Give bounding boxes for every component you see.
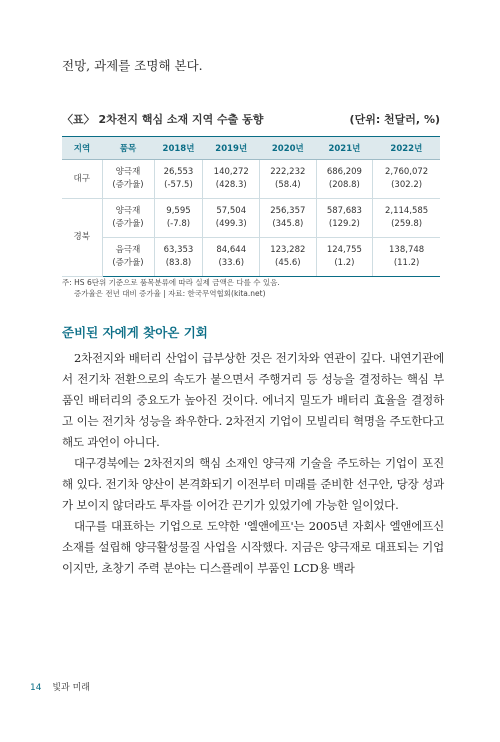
col-header-region: 지역 <box>62 137 102 160</box>
value-cell: 124,755 (1.2) <box>316 238 373 277</box>
value-cell: 26,553 (-57.5) <box>154 160 203 199</box>
value-cell: 84,644 (33.6) <box>203 238 260 277</box>
value-cell: 222,232 (58.4) <box>260 160 317 199</box>
section-heading: 준비된 자에게 찾아온 기회 <box>62 325 208 340</box>
item-cell: 양극재 (증가율) <box>102 160 154 199</box>
table-caption <box>62 111 440 127</box>
item-cell: 양극재 (증가율) <box>102 199 154 238</box>
value-cell: 256,357 (345.8) <box>260 199 317 238</box>
table-source: 증가율은 전년 대비 증가율 | 자료: 한국무역협회(kita.net) <box>74 289 266 298</box>
value-cell: 63,353 (83.8) <box>154 238 203 277</box>
value-cell: 2,114,585 (259.8) <box>373 199 440 238</box>
col-header-item: 품목 <box>102 137 154 160</box>
running-title: 빛과 미래 <box>52 683 90 693</box>
value-cell: 138,748 (11.2) <box>373 238 440 277</box>
col-header-2018: 2018년 <box>154 137 203 160</box>
value-cell: 2,760,072 (302.2) <box>373 160 440 199</box>
paragraph: 대구를 대표하는 기업으로 도약한 '엘앤에프'는 2005년 자회사 엘앤에프신소재를 설립해 양극활성물질 사업을 시작했다. 지금은 양극재로 대표되는 기업이지만, 초창기 주력 분야는 디스플레이 부품인 LCD용 백라 <box>62 519 444 575</box>
col-header-2021: 2021년 <box>316 137 373 160</box>
page-footer <box>30 680 90 693</box>
page-number: 14 <box>30 683 42 693</box>
region-cell: 대구 <box>62 160 102 199</box>
table-title: 〈표〉 2차전지 핵심 소재 지역 수출 동향 <box>62 113 264 126</box>
col-header-2020: 2020년 <box>260 137 317 160</box>
paragraph: 2차전지와 배터리 산업이 급부상한 것은 전기차와 연관이 깊다. 내연기관에서 전기차 전환으로의 속도가 붙으면서 주행거리 등 성능을 결정하는 핵심 부품인 배터리의 중요도가 높아진 것이다. 에너지 밀도가 배터리 효율을 결정하고 이는 전기차 성능을 좌우한다. 2차전지 기업이 모빌리티 혁명을 주도한다고 해도 과언이 아니다. <box>62 351 444 449</box>
col-header-2019: 2019년 <box>203 137 260 160</box>
intro-text: 전망, 과제를 조명해 본다. <box>62 58 203 73</box>
table-unit: (단위: 천달러, %) <box>349 113 440 126</box>
table-header-row <box>62 137 440 160</box>
export-table <box>62 136 440 277</box>
value-cell: 587,683 (129.2) <box>316 199 373 238</box>
paragraph: 대구경북에는 2차전지의 핵심 소재인 양극재 기술을 주도하는 기업이 포진해 있다. 전기차 양산이 본격화되기 이전부터 미래를 준비한 선구안, 당장 성과가 보이지 않더라도 투자를 이어간 끈기가 있었기에 가능한 일이었다. <box>62 456 444 512</box>
table-row <box>62 199 440 238</box>
table-row <box>62 238 440 277</box>
value-cell: 686,209 (208.8) <box>316 160 373 199</box>
body-text <box>62 348 444 579</box>
item-cell: 음극재 (증가율) <box>102 238 154 277</box>
table-note: 주: HS 6단위 기준으로 품목분류에 따라 실제 금액은 다를 수 있음. <box>62 278 280 287</box>
col-header-2022: 2022년 <box>373 137 440 160</box>
table-row <box>62 160 440 199</box>
value-cell: 123,282 (45.6) <box>260 238 317 277</box>
region-cell: 경북 <box>62 199 102 277</box>
table-notes <box>62 277 442 299</box>
value-cell: 140,272 (428.3) <box>203 160 260 199</box>
value-cell: 57,504 (499.3) <box>203 199 260 238</box>
value-cell: 9,595 (-7.8) <box>154 199 203 238</box>
